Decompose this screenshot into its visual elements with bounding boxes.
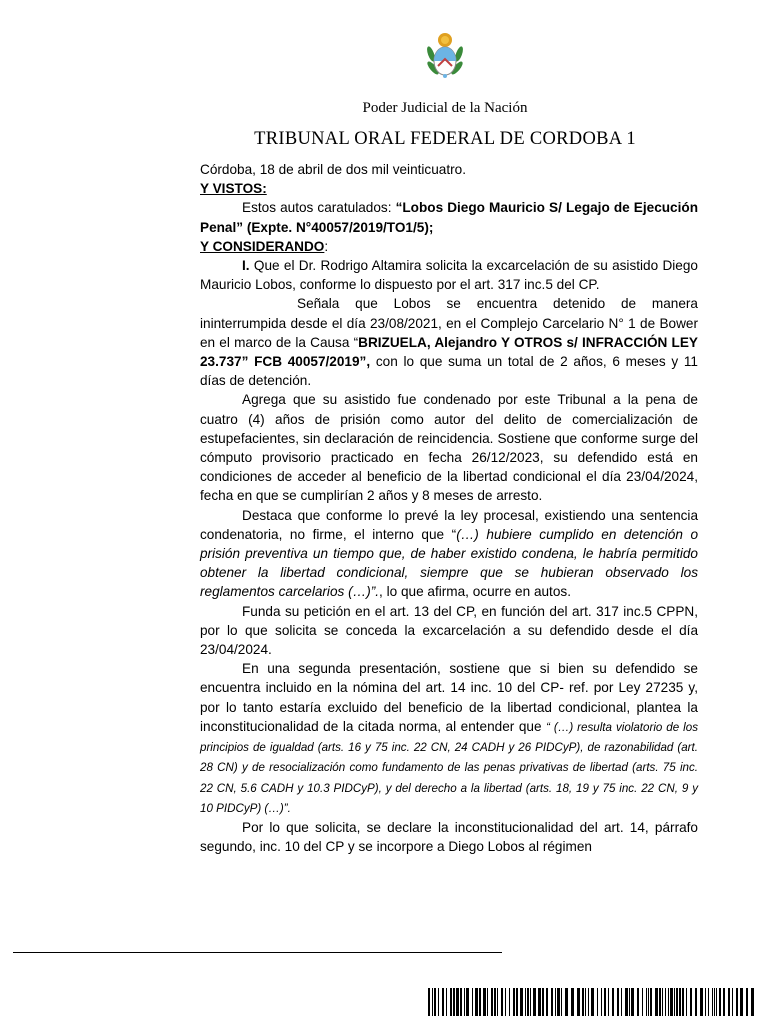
considerando-heading: Y CONSIDERANDO: [200, 238, 329, 254]
vistos-paragraph: Estos autos caratulados: “Lobos Diego Mauricio S/ Legajo de Ejecución Penal” (Expte. N°40057/2019/TO1/5); [200, 200, 699, 235]
paragraph-5: Funda su petición en el art. 13 del CP, en función del art. 317 inc.5 CPPN, por lo que solicita se conceda la excarcelación a su defendido desde el día 23/04/2024. [200, 603, 698, 658]
case-title: “Lobos Diego Mauricio S/ Legajo de Ejecución Penal” (Expte. N°40057/2019/TO1/5); [200, 200, 699, 235]
vistos-heading: Y VISTOS: [200, 181, 267, 197]
paragraph-1: I. Que el Dr. Rodrigo Altamira solicita la excarcelación de su asistido Diego Mauricio Lobos, conforme lo dispuesto por el art. 317 inc.5 del CP. [200, 258, 698, 293]
tribunal-title: TRIBUNAL ORAL FEDERAL DE CORDOBA 1 [254, 129, 636, 149]
document-body [200, 160, 698, 856]
paragraph-6: En una segunda presentación, sostiene que si bien su defendido se encuentra incluido en la nómina del art. 14 inc. 10 del CP- ref. por Ley 27235 y, por lo tanto estaría excluido del beneficio de la libertad condicional, plantea la inconstitucionalidad de la citada norma, al entender que “ (…) resulta violatorio de los principios de igualdad (arts. 16 y 75 inc. 22 CN, 24 CADH y 26 PIDCyP), de razonabilidad (art. 28 CN) y de resocialización como fundamento de las penas privativas de libertad (arts. 75 inc. 22 CN, 5.6 CADH y 10.3 PIDCyP), y del derecho a la libertad (arts. 18, 19 y 75 inc. 22 CN, 9 y 10 PIDCyP) (…)”. [200, 661, 698, 815]
date-line: Córdoba, 18 de abril de dos mil veinticuatro. [200, 162, 466, 177]
paragraph-3: Agrega que su asistido fue condenado por este Tribunal a la pena de cuatro (4) años de prisión como autor del delito de comercialización de estupefacientes, sin declaración de reincidencia. Sostiene que conforme surge del cómputo provisorio practicado en fecha 26/12/2023, su defendido está en condiciones de acceder al beneficio de la libertad condicional el día 23/04/2024, fecha en que se cumplirían 2 años y 8 meses de arresto. [200, 392, 698, 504]
paragraph-4: Destaca que conforme lo prevé la ley procesal, existiendo una sentencia condenatoria, no firme, el interno que “(…) hubiere cumplido en detención o prisión preventiva un tiempo que, de haber existido condena, le habría permitido obtener la libertad condicional, siempre que se hubieran observado los reglamentos carcelarios (…)”., lo que afirma, ocurre en autos. [200, 507, 699, 600]
paragraph-7: Por lo que solicita, se declare la inconstitucionalidad del art. 14, párrafo segundo, inc. 10 del CP y se incorpore a Diego Lobos al régimen [200, 819, 698, 855]
barcode-icon [428, 988, 754, 1016]
institution-name: Poder Judicial de la Nación [362, 100, 528, 116]
footnote-divider [13, 952, 502, 953]
paragraph-2: Señala que Lobos se encuentra detenido de manera ininterrumpida desde el día 23/08/2021, en el Complejo Carcelario N° 1 de Bower en el marco de la Causa “BRIZUELA, Alejandro Y OTROS s/ INFRACCIÓN LEY 23.737” FCB 40057/2019”, con lo que suma un total de 2 años, 6 meses y 11 días de detención. [200, 296, 698, 389]
coat-of-arms-icon [424, 30, 466, 86]
